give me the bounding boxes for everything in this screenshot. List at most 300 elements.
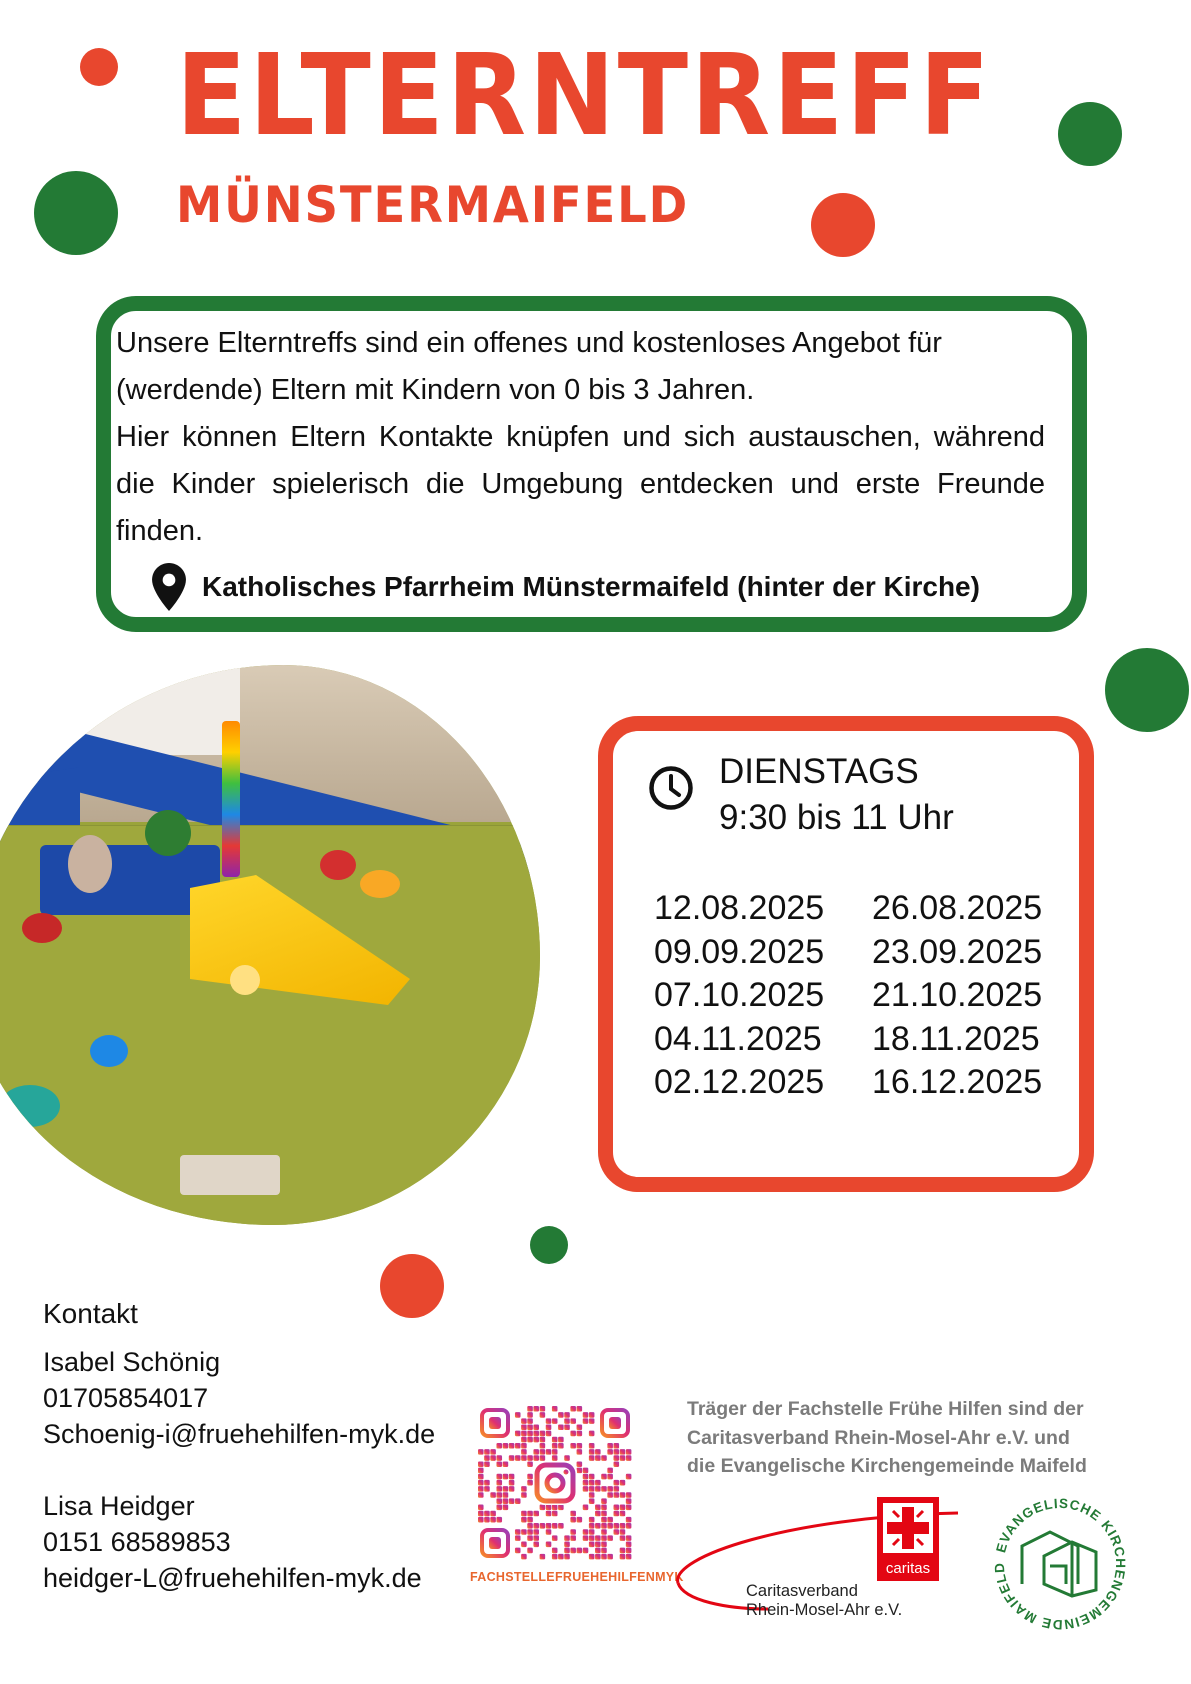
qr-cell <box>601 1523 607 1529</box>
qr-cell <box>490 1492 496 1498</box>
qr-cell <box>607 1523 613 1529</box>
qr-cell <box>601 1517 607 1523</box>
photo-toy <box>180 1155 280 1195</box>
qr-cell <box>496 1443 502 1449</box>
qr-cell <box>626 1542 632 1548</box>
qr-cell <box>558 1412 564 1418</box>
qr-cell <box>515 1412 521 1418</box>
page-subtitle: MÜNSTERMAIFELD <box>176 176 690 234</box>
qr-cell <box>620 1480 626 1486</box>
qr-cell <box>601 1548 607 1554</box>
qr-cell <box>484 1449 490 1455</box>
qr-cell <box>570 1548 576 1554</box>
qr-cell <box>607 1443 613 1449</box>
qr-cell <box>552 1449 558 1455</box>
qr-cell <box>527 1461 533 1467</box>
qr-cell <box>521 1424 527 1430</box>
qr-cell <box>540 1523 546 1529</box>
qr-cell <box>589 1474 595 1480</box>
qr-cell <box>484 1455 490 1461</box>
qr-cell <box>478 1468 484 1474</box>
qr-cell <box>540 1455 546 1461</box>
play-area-photo <box>0 665 540 1225</box>
qr-cell <box>515 1529 521 1535</box>
qr-cell <box>595 1542 601 1548</box>
intro-paragraph: Hier können Eltern Kontakte knüpfen und sich austauschen, während die Kinder spielerisch die Umgebung entdecken und erste Freunde finden. <box>116 421 1045 547</box>
photo-toy <box>320 850 356 880</box>
qr-cell <box>601 1486 607 1492</box>
qr-cell <box>540 1449 546 1455</box>
qr-cell <box>570 1443 576 1449</box>
qr-cell <box>601 1498 607 1504</box>
location-line <box>152 563 980 611</box>
caritas-name-line: Caritasverband <box>746 1582 858 1600</box>
traeger-line: Träger der Fachstelle Frühe Hilfen sind der <box>687 1398 1084 1420</box>
qr-cell <box>478 1511 484 1517</box>
qr-cell <box>521 1455 527 1461</box>
qr-cell <box>478 1505 484 1511</box>
qr-cell <box>503 1498 509 1504</box>
qr-cell <box>626 1474 632 1480</box>
qr-cell <box>620 1535 626 1541</box>
qr-cell <box>515 1443 521 1449</box>
qr-cell <box>533 1523 539 1529</box>
qr-cell <box>509 1498 515 1504</box>
schedule-date: 16.12.2025 <box>872 1063 1043 1101</box>
qr-cell <box>521 1511 527 1517</box>
contact-person <box>43 1488 422 1596</box>
qr-cell <box>564 1418 570 1424</box>
caritas-name <box>746 1582 902 1620</box>
qr-cell <box>540 1554 546 1560</box>
qr-cell <box>478 1486 484 1492</box>
qr-cell <box>527 1406 533 1412</box>
qr-cell <box>601 1505 607 1511</box>
qr-cell <box>546 1449 552 1455</box>
qr-cell <box>521 1449 527 1455</box>
qr-cell <box>564 1548 570 1554</box>
qr-cell <box>577 1449 583 1455</box>
qr-cell <box>546 1542 552 1548</box>
qr-cell <box>552 1437 558 1443</box>
qr-cell <box>601 1542 607 1548</box>
location-pin-icon <box>152 563 186 611</box>
qr-cell <box>607 1554 613 1560</box>
qr-cell <box>521 1486 527 1492</box>
qr-cell <box>589 1443 595 1449</box>
qr-cell <box>564 1554 570 1560</box>
qr-cell <box>589 1480 595 1486</box>
qr-cell <box>552 1554 558 1560</box>
qr-cell <box>564 1542 570 1548</box>
qr-cell <box>620 1455 626 1461</box>
qr-cell <box>521 1443 527 1449</box>
qr-cell <box>533 1511 539 1517</box>
qr-cell <box>552 1505 558 1511</box>
qr-cell <box>496 1498 502 1504</box>
qr-cell <box>570 1529 576 1535</box>
qr-cell <box>521 1418 527 1424</box>
caritas-cross-icon <box>877 1497 939 1581</box>
qr-cell <box>496 1480 502 1486</box>
qr-cell <box>533 1424 539 1430</box>
qr-cell <box>583 1468 589 1474</box>
qr-cell <box>527 1431 533 1437</box>
qr-cell <box>540 1431 546 1437</box>
schedule-date: 18.11.2025 <box>872 1019 1040 1058</box>
contact-heading: Kontakt <box>43 1298 138 1329</box>
qr-cell <box>589 1492 595 1498</box>
contact-email[interactable]: Schoenig-i@fruehehilfen-myk.de <box>43 1419 436 1449</box>
decorative-dot <box>1105 648 1189 732</box>
qr-cell <box>620 1449 626 1455</box>
qr-cell <box>509 1474 515 1480</box>
traeger-text <box>687 1395 1087 1481</box>
qr-cell <box>614 1523 620 1529</box>
qr-cell <box>509 1480 515 1486</box>
qr-cell <box>540 1406 546 1412</box>
qr-cell <box>614 1492 620 1498</box>
qr-cell <box>484 1517 490 1523</box>
qr-cell <box>515 1431 521 1437</box>
qr-cell <box>589 1449 595 1455</box>
qr-cell <box>527 1523 533 1529</box>
qr-cell <box>546 1505 552 1511</box>
qr-cell <box>521 1542 527 1548</box>
photo-toy <box>68 835 112 893</box>
qr-cell <box>503 1461 509 1467</box>
qr-cell <box>533 1535 539 1541</box>
qr-cell <box>601 1474 607 1480</box>
qr-cell <box>589 1486 595 1492</box>
schedule-day: DIENSTAGS <box>719 752 919 791</box>
qr-cell <box>490 1449 496 1455</box>
qr-cell <box>496 1461 502 1467</box>
qr-cell <box>577 1517 583 1523</box>
qr-cell <box>626 1554 632 1560</box>
instagram-qr-code[interactable] <box>478 1406 632 1560</box>
qr-cell <box>601 1511 607 1517</box>
qr-cell <box>577 1461 583 1467</box>
decorative-dot <box>34 171 118 255</box>
intro-text <box>116 320 1045 555</box>
qr-cell <box>620 1492 626 1498</box>
qr-cell <box>595 1486 601 1492</box>
decorative-dot <box>530 1226 568 1264</box>
qr-cell <box>527 1535 533 1541</box>
qr-cell <box>496 1474 502 1480</box>
qr-cell <box>546 1431 552 1437</box>
qr-cell <box>540 1443 546 1449</box>
qr-cell <box>595 1505 601 1511</box>
qr-cell <box>589 1498 595 1504</box>
intro-paragraph: Unsere Elterntreffs sind ein offenes und kostenloses Angebot für (werdende) Eltern mit Kindern von 0 bis 3 Jahren. <box>116 327 942 406</box>
qr-cell <box>503 1486 509 1492</box>
qr-cell <box>540 1505 546 1511</box>
qr-cell <box>614 1480 620 1486</box>
caritas-word: caritas <box>885 1560 931 1577</box>
qr-cell <box>546 1418 552 1424</box>
location-text: Katholisches Pfarrheim Münstermaifeld (hinter der Kirche) <box>202 571 980 602</box>
schedule-date: 26.08.2025 <box>872 889 1043 927</box>
qr-cell <box>478 1474 484 1480</box>
qr-cell <box>490 1511 496 1517</box>
qr-cell <box>601 1455 607 1461</box>
qr-cell <box>614 1461 620 1467</box>
qr-cell <box>589 1542 595 1548</box>
qr-cell <box>484 1511 490 1517</box>
qr-cell <box>626 1455 632 1461</box>
photo-toy <box>145 810 191 856</box>
qr-cell <box>601 1535 607 1541</box>
qr-cell <box>577 1406 583 1412</box>
qr-cell <box>484 1461 490 1467</box>
qr-cell <box>601 1529 607 1535</box>
traeger-line: die Evangelische Kirchengemeinde Maifeld <box>687 1455 1087 1477</box>
qr-cell <box>496 1505 502 1511</box>
qr-cell <box>552 1443 558 1449</box>
qr-cell <box>577 1443 583 1449</box>
photo-toy <box>0 1085 60 1127</box>
qr-cell <box>570 1418 576 1424</box>
qr-cell <box>546 1523 552 1529</box>
qr-cell <box>626 1548 632 1554</box>
schedule-date: 23.09.2025 <box>872 932 1043 971</box>
ev-kirchengemeinde-logo <box>992 1496 1128 1632</box>
qr-cell <box>583 1412 589 1418</box>
caritas-name-line: Rhein-Mosel-Ahr e.V. <box>746 1601 903 1619</box>
clock-icon <box>648 765 694 811</box>
photo-toy <box>230 965 260 995</box>
qr-cell <box>595 1554 601 1560</box>
qr-cell <box>552 1535 558 1541</box>
qr-cell <box>484 1480 490 1486</box>
qr-cell <box>620 1511 626 1517</box>
photo-toy <box>90 1035 128 1067</box>
qr-cell <box>533 1406 539 1412</box>
qr-cell <box>478 1461 484 1467</box>
qr-cell <box>626 1449 632 1455</box>
qr-cell <box>589 1554 595 1560</box>
qr-cell <box>478 1480 484 1486</box>
qr-cell <box>607 1449 613 1455</box>
qr-cell <box>583 1505 589 1511</box>
qr-cell <box>533 1431 539 1437</box>
qr-cell <box>503 1474 509 1480</box>
qr-cell <box>620 1529 626 1535</box>
qr-cell <box>589 1412 595 1418</box>
qr-cell <box>527 1511 533 1517</box>
qr-cell <box>589 1523 595 1529</box>
qr-cell <box>614 1505 620 1511</box>
decorative-dot <box>811 193 875 257</box>
qr-cell <box>595 1455 601 1461</box>
qr-cell <box>577 1431 583 1437</box>
qr-cell <box>533 1529 539 1535</box>
svg-text:EVANGELISCHE KIRCHENGEMEINDE M <box>992 1496 1128 1632</box>
photo-stacking-tower <box>222 721 240 877</box>
qr-cell <box>583 1548 589 1554</box>
qr-cell <box>478 1492 484 1498</box>
qr-cell <box>577 1424 583 1430</box>
qr-cell <box>533 1449 539 1455</box>
qr-cell <box>527 1517 533 1523</box>
contact-person <box>43 1344 435 1452</box>
qr-cell <box>527 1529 533 1535</box>
photo-toy <box>22 913 62 943</box>
qr-cell <box>533 1437 539 1443</box>
qr-cell <box>521 1431 527 1437</box>
qr-cell <box>496 1492 502 1498</box>
qr-cell <box>527 1480 533 1486</box>
qr-cell <box>614 1443 620 1449</box>
qr-cell <box>564 1455 570 1461</box>
qr-cell <box>595 1548 601 1554</box>
qr-cell <box>540 1412 546 1418</box>
qr-cell <box>595 1511 601 1517</box>
qr-cell <box>503 1505 509 1511</box>
qr-cell <box>558 1443 564 1449</box>
qr-cell <box>614 1511 620 1517</box>
qr-cell <box>583 1529 589 1535</box>
qr-cell <box>595 1480 601 1486</box>
qr-cell <box>620 1548 626 1554</box>
qr-cell <box>620 1505 626 1511</box>
qr-cell <box>509 1486 515 1492</box>
qr-cell <box>509 1443 515 1449</box>
instagram-icon <box>533 1461 577 1505</box>
qr-cell <box>515 1498 521 1504</box>
qr-cell <box>527 1474 533 1480</box>
qr-cell <box>601 1554 607 1560</box>
ev-logo-text: EVANGELISCHE KIRCHENGEMEINDE MAIFELD <box>992 1496 1128 1632</box>
qr-cell <box>570 1535 576 1541</box>
qr-cell <box>570 1517 576 1523</box>
qr-cell <box>558 1505 564 1511</box>
qr-cell <box>589 1535 595 1541</box>
qr-cell <box>558 1437 564 1443</box>
qr-cell <box>515 1535 521 1541</box>
page-title: ELTERNTREFF <box>176 31 993 161</box>
qr-cell <box>626 1498 632 1504</box>
qr-cell <box>577 1548 583 1554</box>
qr-cell <box>527 1424 533 1430</box>
qr-cell <box>527 1548 533 1554</box>
qr-cell <box>607 1535 613 1541</box>
qr-cell <box>626 1523 632 1529</box>
qr-cell <box>527 1455 533 1461</box>
qr-cell <box>521 1492 527 1498</box>
contact-phone[interactable]: 0151 68589853 <box>43 1527 231 1557</box>
qr-cell <box>589 1529 595 1535</box>
qr-cell <box>583 1474 589 1480</box>
contact-name: Isabel Schönig <box>43 1347 221 1377</box>
schedule-date: 12.08.2025 <box>654 889 825 927</box>
qr-cell <box>527 1412 533 1418</box>
qr-cell <box>546 1529 552 1535</box>
qr-cell <box>570 1511 576 1517</box>
qr-cell <box>589 1418 595 1424</box>
qr-cell <box>614 1486 620 1492</box>
qr-cell <box>570 1406 576 1412</box>
qr-cell <box>509 1455 515 1461</box>
qr-cell <box>515 1455 521 1461</box>
qr-cell <box>589 1517 595 1523</box>
qr-cell <box>521 1554 527 1560</box>
qr-cell <box>521 1437 527 1443</box>
qr-cell <box>570 1431 576 1437</box>
schedule-dates <box>654 887 1062 1105</box>
qr-cell <box>533 1455 539 1461</box>
qr-cell <box>478 1449 484 1455</box>
schedule-date: 04.11.2025 <box>654 1019 822 1058</box>
qr-cell <box>626 1505 632 1511</box>
qr-cell <box>558 1523 564 1529</box>
qr-cell <box>552 1406 558 1412</box>
qr-cell <box>503 1443 509 1449</box>
qr-cell <box>484 1486 490 1492</box>
qr-cell <box>552 1523 558 1529</box>
qr-cell <box>527 1418 533 1424</box>
qr-cell <box>595 1523 601 1529</box>
qr-cell <box>589 1431 595 1437</box>
qr-cell <box>558 1554 564 1560</box>
qr-cell <box>564 1424 570 1430</box>
decorative-dot <box>380 1254 444 1318</box>
qr-cell <box>533 1542 539 1548</box>
schedule-date: 21.10.2025 <box>872 976 1043 1014</box>
qr-cell <box>478 1517 484 1523</box>
qr-cell <box>503 1492 509 1498</box>
qr-label: FACHSTELLEFRUEHEHILFENMYK <box>470 1570 684 1584</box>
qr-cell <box>614 1455 620 1461</box>
qr-cell <box>558 1424 564 1430</box>
caritas-logo <box>877 1497 939 1581</box>
qr-cell <box>626 1535 632 1541</box>
qr-cell <box>607 1492 613 1498</box>
traeger-line: Caritasverband Rhein-Mosel-Ahr e.V. und <box>687 1426 1070 1449</box>
qr-cell <box>552 1548 558 1554</box>
qr-cell <box>577 1468 583 1474</box>
decorative-dot <box>80 48 118 86</box>
qr-cell <box>546 1424 552 1430</box>
qr-cell <box>620 1554 626 1560</box>
qr-cell <box>515 1548 521 1554</box>
photo-toy <box>360 870 400 898</box>
qr-cell <box>595 1449 601 1455</box>
qr-cell <box>583 1480 589 1486</box>
qr-cell <box>607 1474 613 1480</box>
qr-cell <box>620 1523 626 1529</box>
qr-cell <box>521 1517 527 1523</box>
qr-cell <box>496 1455 502 1461</box>
qr-cell <box>527 1437 533 1443</box>
qr-cell <box>607 1468 613 1474</box>
qr-cell <box>583 1535 589 1541</box>
qr-cell <box>540 1437 546 1443</box>
qr-cell <box>614 1529 620 1535</box>
contact-name: Lisa Heidger <box>43 1491 195 1521</box>
qr-cell <box>490 1517 496 1523</box>
contact-email[interactable]: heidger-L@fruehehilfen-myk.de <box>43 1563 422 1593</box>
qr-cell <box>595 1535 601 1541</box>
qr-cell <box>552 1418 558 1424</box>
schedule-date: 07.10.2025 <box>654 976 825 1014</box>
qr-cell <box>496 1486 502 1492</box>
contact-phone[interactable]: 01705854017 <box>43 1383 209 1413</box>
qr-cell <box>546 1511 552 1517</box>
qr-cell <box>564 1412 570 1418</box>
